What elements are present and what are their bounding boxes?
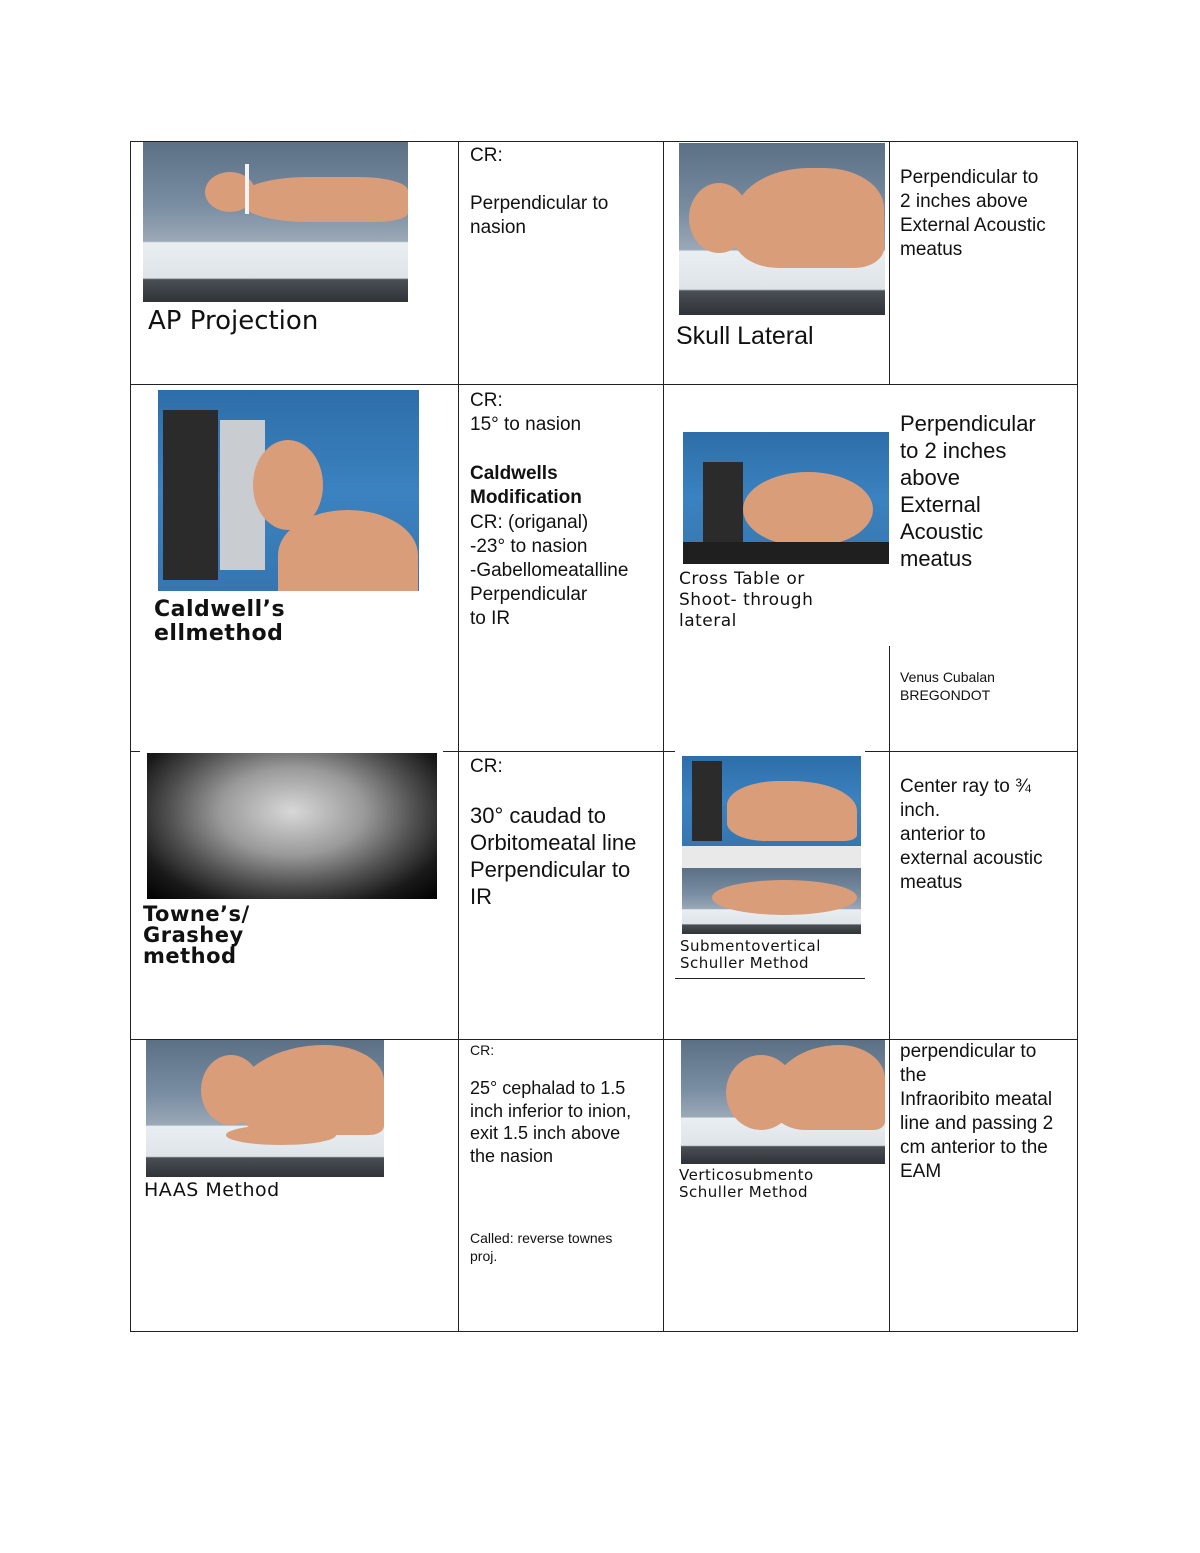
cross-table-photo bbox=[683, 432, 889, 564]
row-divider-1 bbox=[130, 384, 1078, 385]
row-divider-2c bbox=[865, 751, 1078, 752]
table-border-right bbox=[1077, 141, 1078, 1332]
submentovertical-cr-text: Center ray to ¾ inch. anterior to external acoustic meatus bbox=[900, 776, 1043, 893]
submentovertical-caption: Submentovertical Schuller Method bbox=[680, 937, 821, 972]
cross-table-caption: Cross Table or Shoot- through lateral bbox=[679, 569, 814, 631]
skull-lateral-caption: Skull Lateral bbox=[676, 322, 814, 350]
col-divider-3b bbox=[889, 646, 890, 1332]
ap-projection-caption: AP Projection bbox=[148, 306, 319, 336]
caldwell-photo bbox=[158, 390, 419, 591]
haas-cr-text: 25° cephalad to 1.5 inch inferior to inion, exit 1.5 inch above the nasion bbox=[470, 1078, 632, 1166]
author-credit: Venus Cubalan BREGONDOT bbox=[900, 669, 995, 703]
caldwell-caption: Caldwell’s ellmethod bbox=[154, 597, 286, 646]
submento-underline bbox=[675, 978, 865, 979]
townes-cr-label: CR: bbox=[470, 756, 503, 777]
verticosubmento-caption: Verticosubmento Schuller Method bbox=[679, 1166, 814, 1201]
townes-xray-photo bbox=[147, 753, 437, 899]
caldwell-original-text: CR: (origanal) -23° to nasion -Gabellomeatalline Perpendicular to IR bbox=[470, 512, 629, 629]
skull-lateral-photo bbox=[679, 143, 885, 315]
verticosubmento-photo bbox=[681, 1040, 885, 1164]
row-divider-2a bbox=[130, 751, 140, 752]
townes-caption: Towne’s/ Grashey method bbox=[143, 902, 250, 968]
haas-cr-label: CR: bbox=[470, 1042, 495, 1058]
submentovertical-photo-bottom bbox=[682, 868, 861, 934]
row-divider-2b bbox=[443, 751, 675, 752]
caldwell-angle-text: 15° to nasion bbox=[470, 414, 582, 435]
townes-cr-text: 30° caudad to Orbitomeatal line Perpendicular to IR bbox=[470, 803, 637, 909]
caldwell-modification-heading: Caldwells Modification bbox=[470, 463, 582, 508]
submentovertical-photo-strip bbox=[682, 846, 861, 868]
haas-caption: HAAS Method bbox=[144, 1179, 280, 1201]
caldwell-cr-label: CR: bbox=[470, 390, 503, 411]
verticosubmento-cr-text: perpendicular to the Infraoribito meatal line and passing 2 cm anterior to the EAM bbox=[900, 1041, 1054, 1182]
table-border-left bbox=[130, 141, 131, 1332]
col-divider-2 bbox=[663, 141, 664, 1332]
haas-photo bbox=[146, 1040, 384, 1177]
skull-lateral-cr-text: Perpendicular to 2 inches above External Acoustic meatus bbox=[900, 167, 1046, 260]
ap-projection-photo bbox=[143, 142, 408, 302]
table-border-bottom bbox=[130, 1331, 1078, 1332]
col-divider-3a bbox=[889, 141, 890, 384]
cross-table-cr-text: Perpendicular to 2 inches above External Acoustic meatus bbox=[900, 411, 1036, 571]
haas-note: Called: reverse townes proj. bbox=[470, 1230, 613, 1264]
submentovertical-photo-top bbox=[682, 756, 861, 846]
col-divider-1 bbox=[458, 141, 459, 1332]
ap-projection-cr-text: CR: Perpendicular to nasion bbox=[470, 145, 609, 238]
